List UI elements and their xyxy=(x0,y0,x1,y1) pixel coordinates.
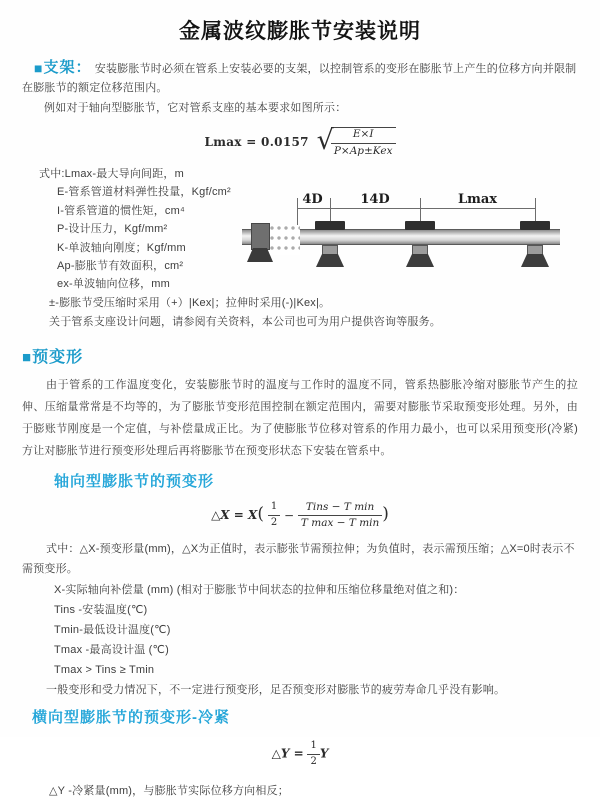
guide-support xyxy=(520,221,550,269)
sqrt-symbol: √ xyxy=(316,125,334,156)
support-intro-paragraph xyxy=(22,58,578,98)
predeform-paragraph: 由于管系的工作温度变化，安装膨胀节时的温度与工作时的温度不同，管系热膨胀冷缩对膨胀节产生的拉伸、压缩量常常是不均等的，为了膨胀节变形范围控制在额定范围内，需要对膨胀节采取预变形处理。另外，由于膨账节刚度是一个定值，与补偿量成正比。为了使膨胀节位移对管系的作用力最小，也可以采用预变形(冷紧)方让对膨胀节进行预变形处理后再将膨胀节在预变形状态下安装在管系中。 xyxy=(22,378,578,457)
support-section-heading xyxy=(22,59,91,76)
minus-operator: − xyxy=(284,508,295,523)
support-example-line: 例如对于轴向型膨胀节，它对管系支座的基本要求如图所示： xyxy=(44,102,347,114)
lmax-formula-lhs: Lmax = 0.0157 xyxy=(204,135,309,149)
support-paragraph-text: 安装膨胀节时必须在管系上安装必要的支架，以控制管系的变形在膨胀节上产生的位移方向并限制在膨胀节的额定位移范围内。 xyxy=(22,63,577,94)
page-title: 金属波纹膨胀节安装说明 xyxy=(179,20,421,43)
lmax-formula-denominator: P×Ap±Kex xyxy=(333,144,393,157)
half-denominator: 2 xyxy=(310,755,317,767)
one-half-fraction xyxy=(307,740,319,768)
definition-line: E-管系管道材料弹性投量，Kgf/cm² xyxy=(57,186,231,199)
definition-line: Ap-膨胀节有效面积，cm² xyxy=(57,260,184,273)
service-note: 关于管系支座设计问题，请参阅有关资料，本公司也可为用户提供咨询等服务。 xyxy=(49,315,441,328)
guide-support xyxy=(405,221,435,269)
open-paren: ( xyxy=(257,504,264,525)
guide-base xyxy=(316,254,344,267)
variable-line: Tmin-最低设计温度(℃) xyxy=(54,624,171,637)
dim-label-lmax: Lmax xyxy=(457,192,498,207)
axial-explanation-paragraph: 式中：△X-预变形量(mm)，△X为正值时，表示膨张节需预拉伸；为负值时，表示需预压缩；△X=0时表示不需预变形。 xyxy=(22,543,575,576)
variable-line: X-实际轴向补偿量 (mm) (相对于膨胀节中间状态的拉伸和压缩位移量绝对值之和)： xyxy=(54,584,465,597)
cold-tightening-note: △Y -冷紧量(mm)，与膨胀节实际位移方向相反； xyxy=(49,785,289,798)
predeform-section-heading xyxy=(22,344,578,367)
section-marker-icon: ■ xyxy=(22,348,33,366)
lmax-formula-fraction xyxy=(331,127,396,157)
dim-label-14d: 14D xyxy=(360,192,390,207)
guide-support xyxy=(315,221,345,269)
guide-cap xyxy=(520,221,550,230)
half-denominator: 2 xyxy=(270,516,278,528)
axial-variable-list xyxy=(54,580,578,680)
half-numerator: 1 xyxy=(307,740,319,755)
axial-subheading: 轴向型膨胀节的预变形 xyxy=(54,472,215,490)
lateral-subheading: 横向型膨胀节的预变形-冷紧 xyxy=(32,709,230,727)
definition-line: P-设计压力，Kgf/mm² xyxy=(57,223,168,236)
variable-line: Tmax > Tins ≥ Tmin xyxy=(54,664,155,677)
general-note: 一般变形和受力情况下，不一定进行预变形，足否预变形对膨胀节的疲劳寿命几乎没有影响。 xyxy=(46,684,506,697)
lmax-formula-numerator: E×I xyxy=(331,128,396,143)
axial-formula xyxy=(0,501,600,530)
variable-line: Tins -安装温度(℃) xyxy=(54,604,148,617)
temp-numerator: Tins − T min xyxy=(298,501,382,516)
pipe-support-diagram xyxy=(242,192,598,290)
predeform-heading-label: 预变形 xyxy=(32,348,84,366)
plus-minus-note: ±-膨胀节受压缩时采用（+）|Kex|；拉伸时采用(-)|Kex|。 xyxy=(49,296,331,309)
dim-label-4d: 4D xyxy=(302,192,323,207)
anchor-body xyxy=(251,223,270,250)
definition-line: K-单波轴向刚度；Kgf/mm xyxy=(57,241,186,254)
lateral-formula-rhs: Y xyxy=(319,746,329,761)
bellows-expansion-joint xyxy=(269,225,300,255)
temp-denominator: T max − T min xyxy=(300,516,380,529)
support-heading-label: 支架： xyxy=(43,59,92,76)
anchor-base xyxy=(247,248,273,262)
temperature-fraction xyxy=(298,501,382,530)
half-numerator: 1 xyxy=(268,501,280,516)
close-paren: ) xyxy=(382,504,389,525)
definition-line: 式中:Lmax-最大导向间距，m xyxy=(39,168,184,180)
one-half-fraction xyxy=(268,501,280,529)
definition-line: ex-单波轴向位移，mm xyxy=(57,278,171,291)
lateral-formula-lhs: △Y = xyxy=(271,746,304,761)
lmax-formula xyxy=(0,127,600,158)
guide-cap xyxy=(315,221,345,230)
axial-formula-lhs: △X = X xyxy=(211,507,258,522)
guide-cap xyxy=(405,221,435,230)
dimension-line xyxy=(297,208,535,209)
variable-line: Tmax -最高设计温 (℃) xyxy=(54,644,169,657)
guide-base xyxy=(406,254,434,267)
section-marker-icon: ■ xyxy=(34,60,44,76)
definition-line: I-管系管道的惯性矩，cm⁴ xyxy=(57,204,185,217)
lateral-formula xyxy=(0,740,600,768)
guide-base xyxy=(521,254,549,267)
anchor-support xyxy=(247,223,273,269)
